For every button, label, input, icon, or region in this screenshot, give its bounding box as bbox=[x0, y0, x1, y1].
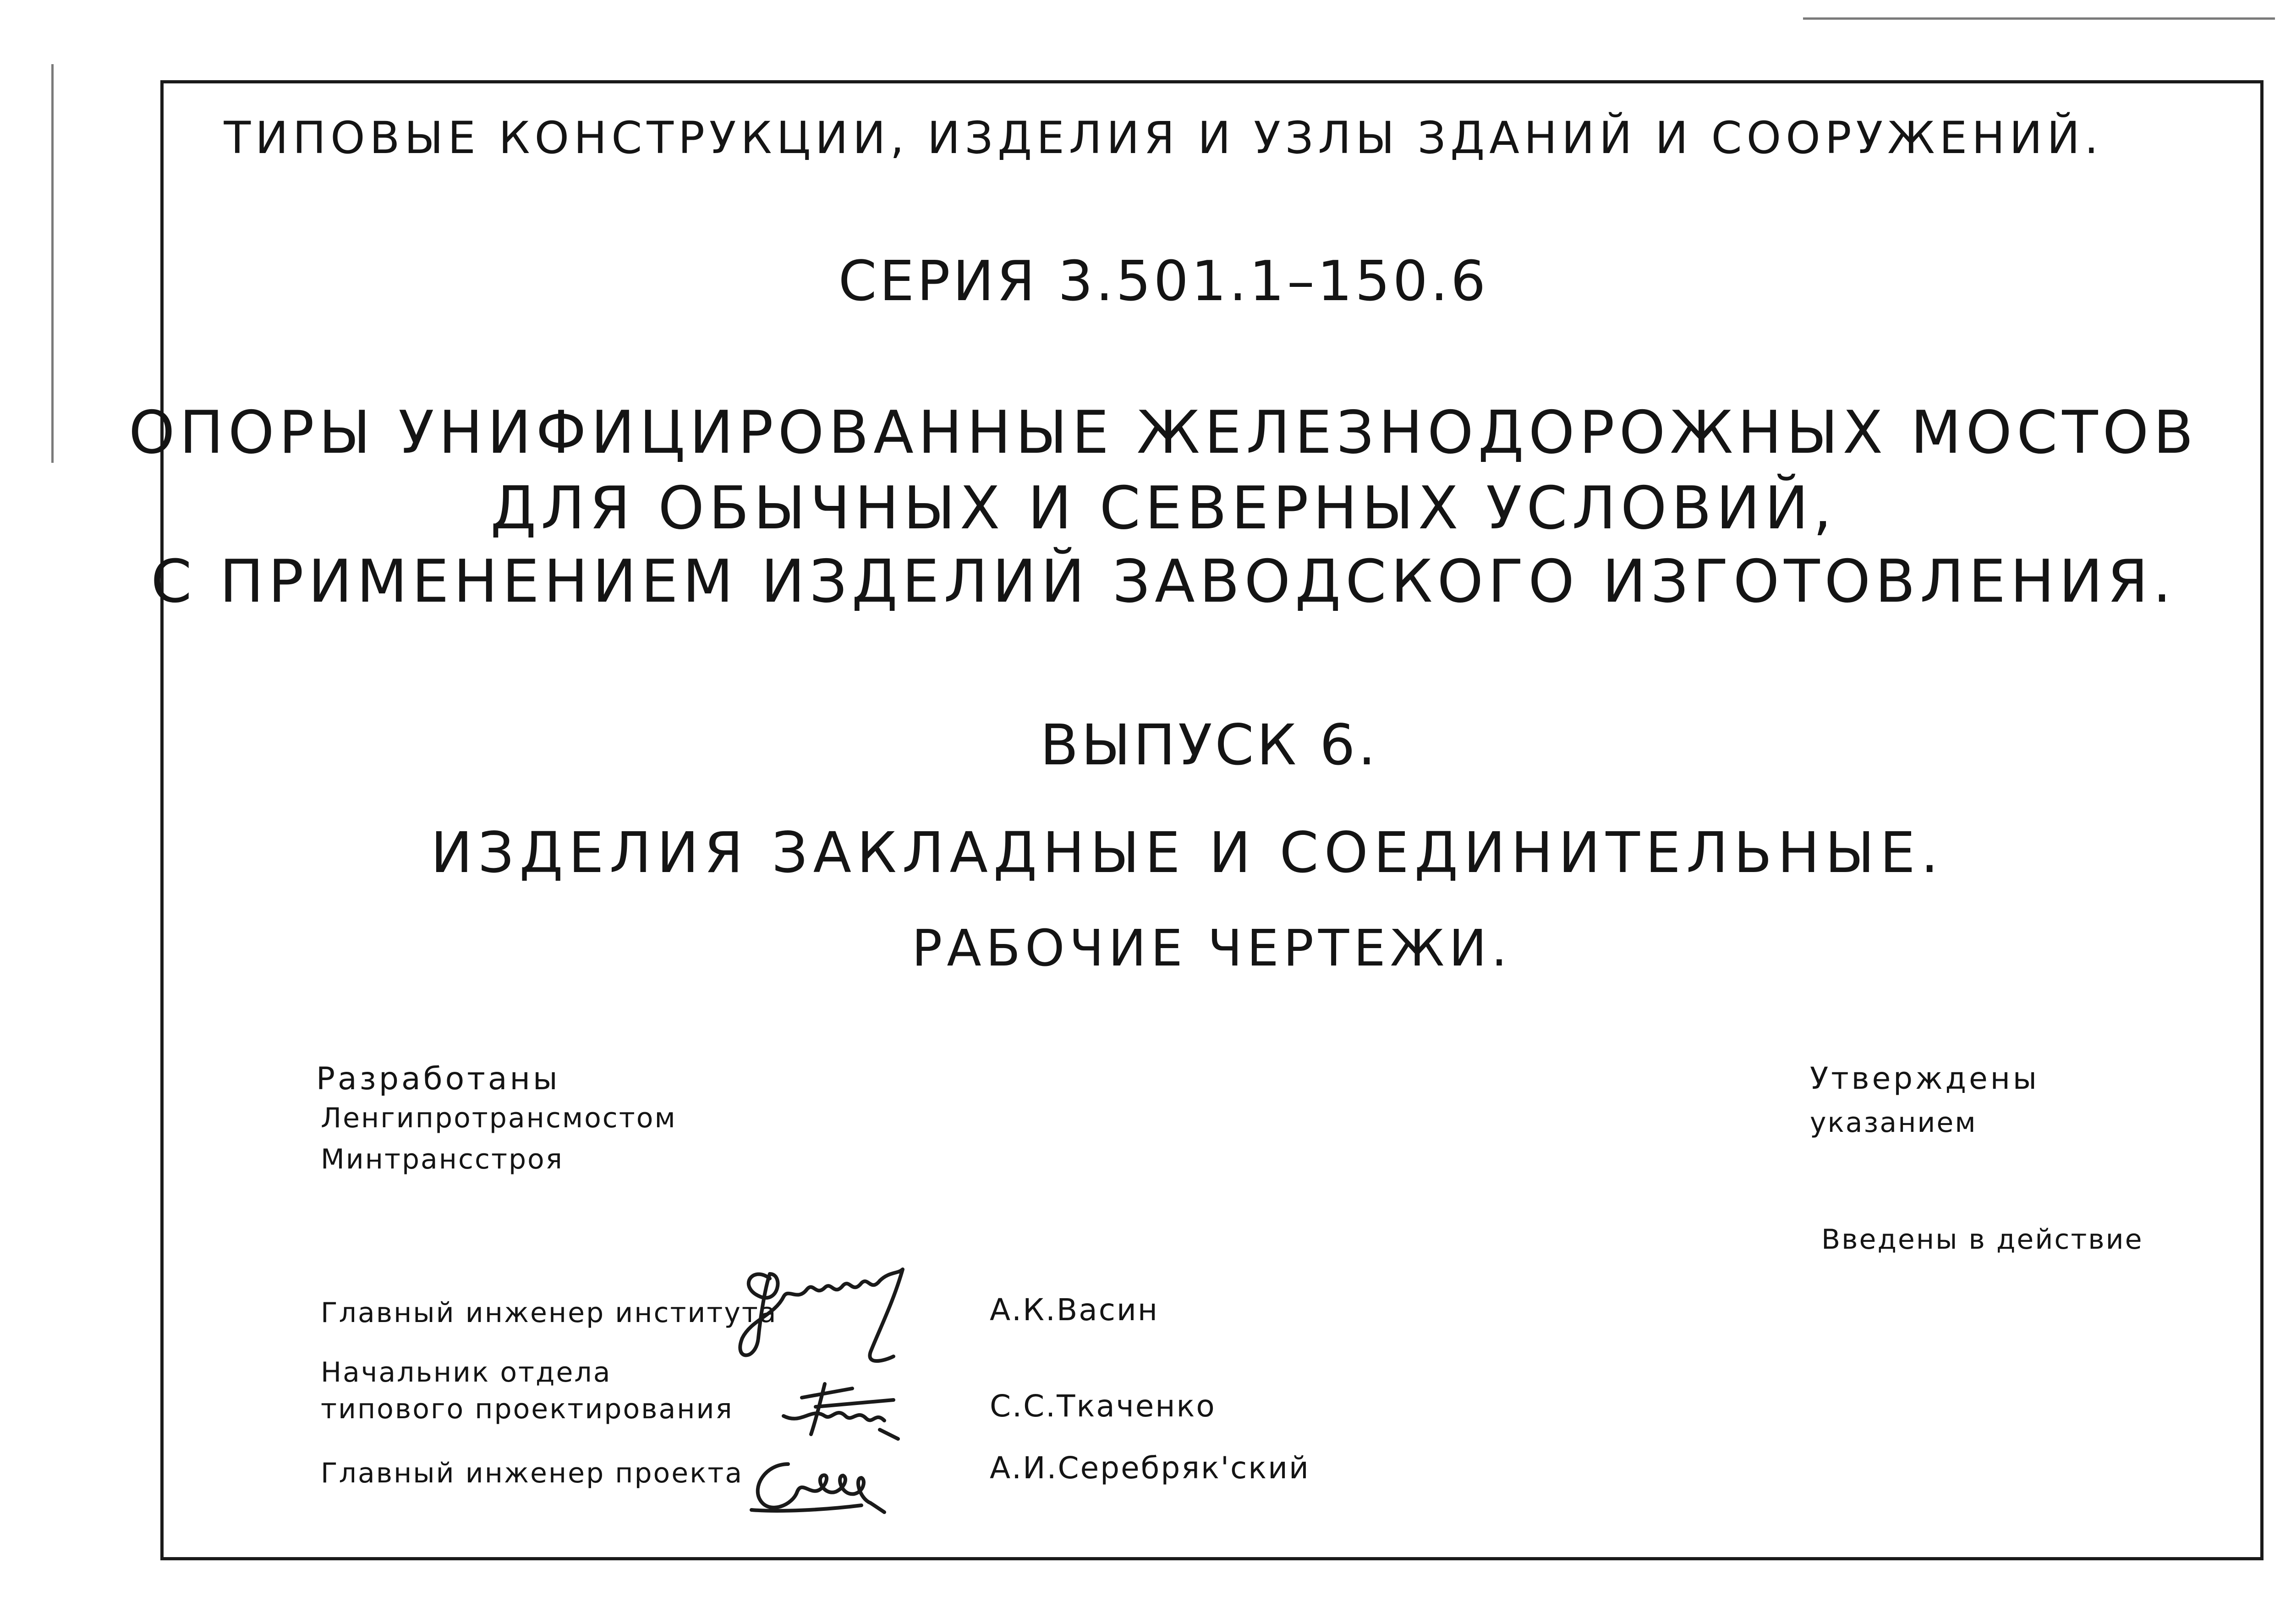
developer-organization: Ленгипротрансмостом bbox=[321, 1102, 677, 1134]
issue-subtitle: ИЗДЕЛИЯ ЗАКЛАДНЫЕ И СОЕДИНИТЕЛЬНЫЕ. bbox=[431, 820, 1944, 885]
signatory-role: Начальник отдела bbox=[321, 1356, 612, 1388]
effective-label: Введены в действие bbox=[1821, 1223, 2143, 1256]
document-title-line-3: С ПРИМЕНЕНИЕМ ИЗДЕЛИЙ ЗАВОДСКОГО ИЗГОТОВЛЕНИЯ. bbox=[151, 548, 2176, 616]
signatory-name: С.С.Ткаченко bbox=[990, 1388, 1216, 1424]
signatory-name: А.К.Васин bbox=[990, 1292, 1159, 1328]
approved-by: указанием bbox=[1810, 1107, 1977, 1139]
signatory-role: Главный инженер института bbox=[321, 1297, 778, 1329]
signatory-name: А.И.Серебряк'ский bbox=[990, 1450, 1310, 1486]
developed-label: Разработаны bbox=[316, 1061, 560, 1097]
scan-edge-line bbox=[1803, 17, 2275, 20]
issue-number: ВЫПУСК 6. bbox=[1040, 713, 1379, 778]
signatory-role: типового проектирования bbox=[321, 1393, 734, 1425]
document-header: ТИПОВЫЕ КОНСТРУКЦИИ, ИЗДЕЛИЯ И УЗЛЫ ЗДАНИЙ И СООРУЖЕНИЙ. bbox=[224, 112, 2103, 164]
approved-label: Утверждены bbox=[1810, 1061, 2040, 1096]
drawings-label: РАБОЧИЕ ЧЕРТЕЖИ. bbox=[912, 919, 1512, 977]
signature-serebryakovsky bbox=[733, 1437, 962, 1537]
document-title-line-1: ОПОРЫ УНИФИЦИРОВАННЫЕ ЖЕЛЕЗНОДОРОЖНЫХ МОСТОВ bbox=[128, 399, 2198, 467]
series-number: СЕРИЯ 3.501.1–150.6 bbox=[838, 250, 1489, 313]
document-title-line-2: ДЛЯ ОБЫЧНЫХ И СЕВЕРНЫХ УСЛОВИЙ, bbox=[490, 474, 1836, 543]
signatory-role: Главный инженер проекта bbox=[321, 1457, 744, 1489]
developer-ministry: Минтрансстроя bbox=[321, 1143, 564, 1175]
